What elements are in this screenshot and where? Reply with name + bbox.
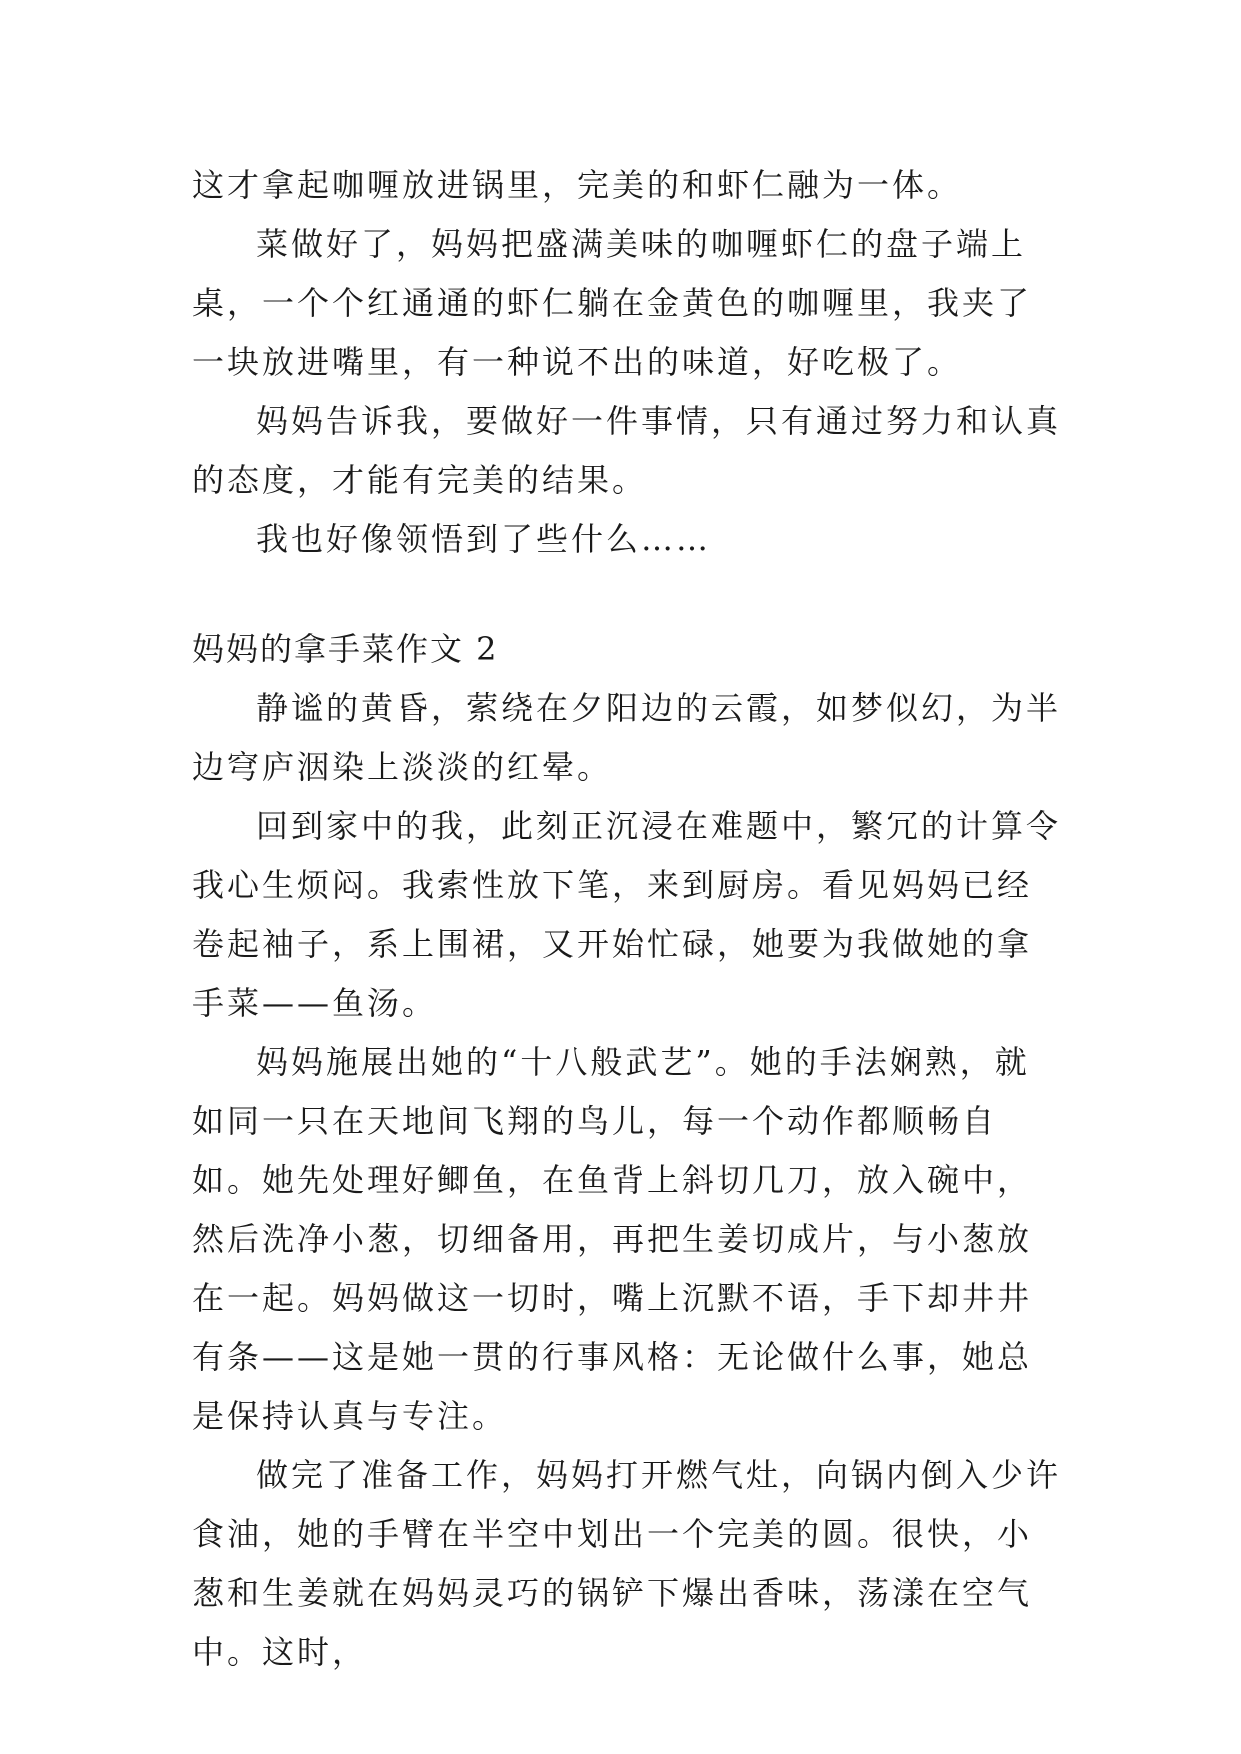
section-title: 妈妈的拿手菜作文 2 bbox=[192, 630, 499, 668]
paragraph: 菜做好了，妈妈把盛满美味的咖喱虾仁的盘子端上桌，一个个红通通的虾仁躺在金黄色的咖喱里，我夹了一块放进嘴里，有一种说不出的味道，好吃极了。 bbox=[192, 225, 1033, 381]
paragraph: 妈妈施展出她的“十八般武艺”。她的手法娴熟，就如同一只在天地间飞翔的鸟儿，每一个动作都顺畅自如。她先处理好鲫鱼，在鱼背上斜切几刀，放入碗中，然后洗净小葱，切细备用，再把生姜切成片，与小葱放在一起。妈妈做这一切时，嘴上沉默不语，手下却井井有条——这是她一贯的行事风格：无论做什么事，她总是保持认真与专注。 bbox=[192, 1043, 1033, 1435]
paragraph: 我也好像领悟到了些什么…… bbox=[256, 520, 712, 558]
paragraph: 回到家中的我，此刻正沉浸在难题中，繁冗的计算令我心生烦闷。我索性放下笔，来到厨房。看见妈妈已经卷起袖子，系上围裙，又开始忙碌，她要为我做她的拿手菜——鱼汤。 bbox=[192, 807, 1062, 1022]
paragraph: 静谧的黄昏，萦绕在夕阳边的云霞，如梦似幻，为半边穹庐洇染上淡淡的红晕。 bbox=[192, 689, 1062, 786]
paragraph: 妈妈告诉我，要做好一件事情，只有通过努力和认真的态度，才能有完美的结果。 bbox=[192, 402, 1062, 499]
section-1-text bbox=[192, 156, 1062, 569]
paragraph: 做完了准备工作，妈妈打开燃气灶，向锅内倒入少许食油，她的手臂在半空中划出一个完美的圆。很快，小葱和生姜就在妈妈灵巧的锅铲下爆出香味，荡漾在空气中。这时， bbox=[192, 1456, 1062, 1671]
section-2-text bbox=[192, 620, 1062, 1682]
paragraph: 这才拿起咖喱放进锅里，完美的和虾仁融为一体。 bbox=[192, 166, 963, 204]
